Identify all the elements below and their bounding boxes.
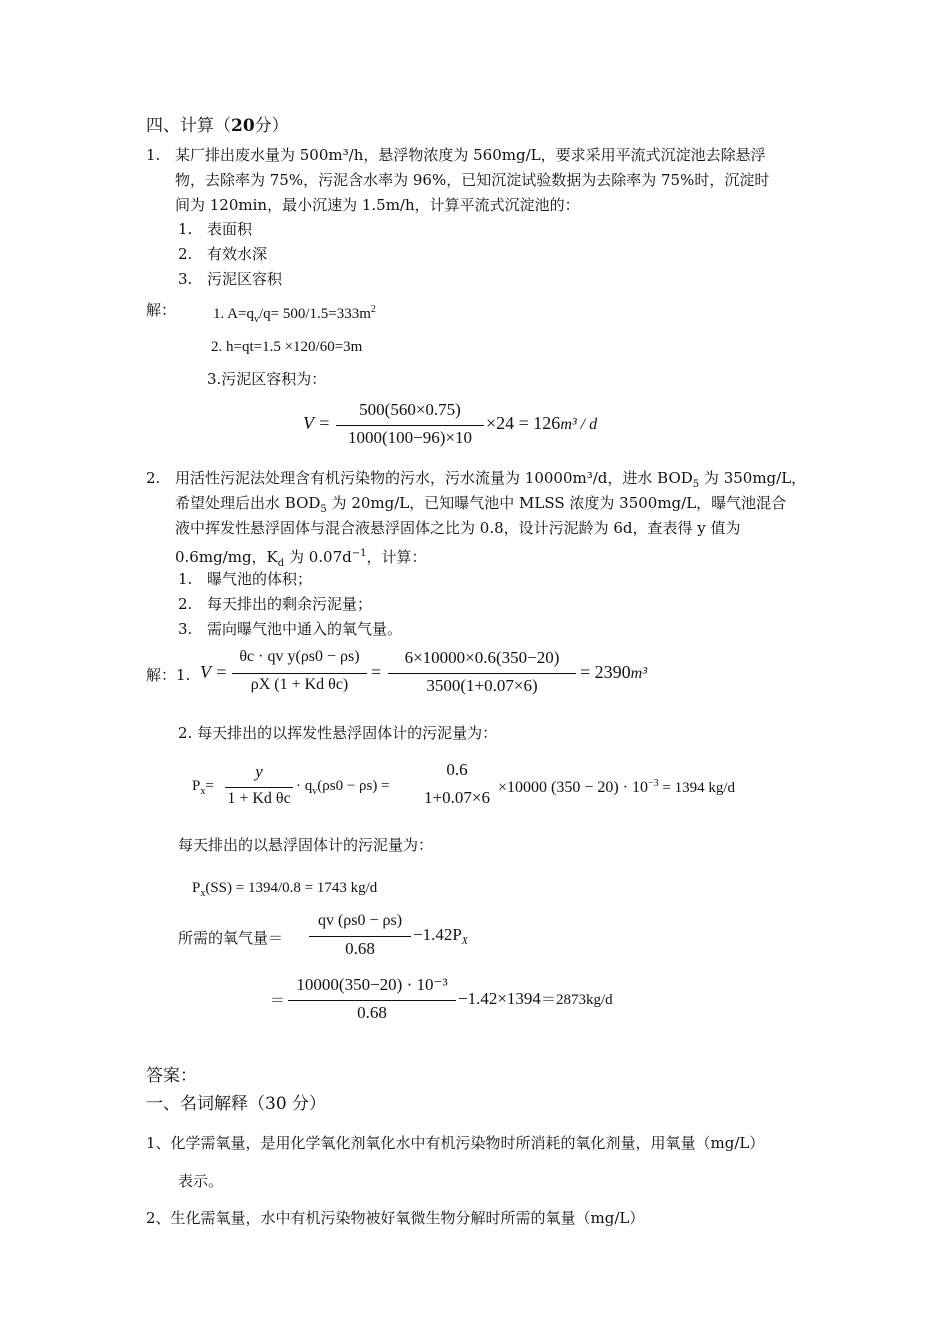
sol2-px-fraction2 (418, 760, 496, 812)
q2-line2-a: 希望处理后出水 BOD (175, 494, 321, 512)
fraction-bar (388, 673, 576, 674)
sol2-o2-numerator2: 10000(350−20) · 10⁻³ (296, 975, 448, 994)
sol2-step2: 2. 每天排出的以挥发性悬浮固体计的污泥量为： (178, 724, 498, 742)
sol2-px-denominator2: 1+0.07×6 (424, 788, 490, 807)
sol1-step1-sup: 2 (370, 304, 376, 315)
sol2-px-P: P (192, 778, 201, 794)
sol2-ss-text: 每天排出的以悬浮固体计的污泥量为： (178, 836, 434, 854)
q2-item3-text: 需向曝气池中通入的氧气量。 (207, 620, 403, 638)
sol1-step3: 3.污泥区容积为： (207, 370, 327, 388)
q2-item2-text: 每天排出的剩余污泥量； (207, 595, 373, 613)
sol2-px-numerator2: 0.6 (446, 760, 468, 779)
sol2-px-rhs-value: ×10000 (350 − 20) · 10 (498, 779, 649, 796)
sol2-o2-equals: ＝ (270, 991, 286, 1009)
q2-line4-a: 0.6mg/mg，K (175, 548, 278, 566)
sol1-eq-fraction (336, 400, 484, 450)
sol2-px-rhs (498, 774, 735, 798)
sol2-o2-result: ＝2873kg/d (540, 992, 613, 1008)
sol2-px-denominator: 1 + Kd θc (227, 790, 291, 807)
section-title-end: 分） (254, 116, 289, 136)
sol2-px-mid-b: (ρs0 − ρs) = (317, 778, 390, 794)
fraction-bar (225, 787, 293, 788)
q2-item2-num: 2. (178, 595, 193, 613)
sol2-v-numerator2: 6×10000×0.6(350−20) (404, 648, 560, 667)
sol2-o2-fraction2 (288, 975, 456, 1027)
sol1-eq-unit: m³ / d (560, 416, 598, 433)
sol2-v-equals: = (371, 662, 382, 682)
section-title (146, 116, 289, 136)
fraction-bar (309, 936, 411, 937)
sol2-px-mid-a: · q (296, 778, 313, 794)
sol2-v-fraction2 (388, 648, 576, 700)
sol1-step1 (213, 300, 376, 330)
q2-item3-num: 3. (178, 620, 193, 638)
q2-line4-sub: d (277, 558, 285, 569)
sol1-step1-a: 1. A=q (213, 306, 254, 322)
q2-line4-sup: −1 (351, 548, 367, 559)
sol2-px-mid-sub: v (312, 786, 318, 797)
sol1-step1-sub: v (253, 314, 259, 325)
q2-number: 2. (146, 469, 161, 487)
q2-line3: 液中挥发性悬浮固体与混合液悬浮固体之比为 0.8，设计污泥龄为 6d，查表得 y 值为 (175, 519, 741, 537)
sol2-px-fraction (225, 762, 293, 814)
q2-line2-sub: 5 (320, 504, 327, 515)
sol2-px-equals: = (205, 778, 214, 794)
section-title-score: 20 (231, 116, 255, 136)
q2-line1-a: 用活性污泥法处理含有机污染物的污水，污水流量为 10000m³/d，进水 BOD (175, 469, 693, 487)
sol2-ss-sub: x (200, 888, 206, 899)
sol1-eq-denominator: 1000(100−96)×10 (348, 428, 472, 447)
sol2-v-fraction (232, 648, 367, 700)
sol2-o2-denominator: 0.68 (345, 939, 375, 958)
sol2-o2-rhs2 (458, 989, 613, 1010)
sol2-px-result: = 1394 kg/d (658, 780, 736, 796)
q1-item1-text: 表面积 (207, 220, 253, 238)
answer1-line1: 1、化学需氧量，是用化学氧化剂氧化水中有机污染物时所消耗的氧化剂量，用氧量（mg/L） (146, 1134, 765, 1152)
sol2-px-lhs (192, 776, 214, 802)
answers-title: 答案： (146, 1066, 197, 1086)
sol2-o2-rhs-sub: X (461, 936, 468, 947)
q2-item1-num: 1. (178, 570, 193, 588)
sol2-o2-rhs2-value: −1.42×1394 (458, 989, 541, 1008)
sol2-px-sub: x (200, 786, 206, 797)
sol1-step1-b: /q= 500/1.5=333m (258, 306, 371, 322)
sol2-v-lhs: V = (200, 662, 228, 682)
sol1-label: 解： (146, 301, 177, 319)
sol1-eq-rhs-value: ×24 = 126 (486, 413, 561, 433)
q1-item1-num: 1. (178, 220, 193, 238)
q2-item1-text: 曝气池的体积； (207, 570, 313, 588)
sol1-eq-rhs (486, 413, 597, 435)
sol2-o2-rhs (413, 925, 468, 952)
answer1-line2: 表示。 (178, 1172, 224, 1190)
answer2-line1: 2、生化需氧量，水中有机污染物被好氧微生物分解时所需的氧量（mg/L） (146, 1209, 645, 1227)
section-title-text: 四、计算（ (146, 116, 231, 136)
sol2-ss-eq (192, 878, 377, 904)
sol2-o2-label: 所需的氧气量＝ (178, 929, 284, 947)
sol2-px-rhs-sup: −3 (648, 778, 659, 789)
sol2-v-rhs (580, 662, 647, 684)
q2-line1-sub: 5 (692, 479, 700, 490)
sol2-v-denominator: ρX (1 + Kd θc) (250, 676, 349, 693)
q2-line2 (175, 493, 786, 520)
fraction-bar (232, 673, 367, 674)
q1-number: 1. (146, 146, 161, 164)
sol2-v-numerator: θc · qv y(ρs0 − ρs) (239, 648, 360, 665)
q1-line2: 物，去除率为 75%，污泥含水率为 96%，已知沉淀试验数据为去除率为 75%时，沉淀时 (175, 171, 770, 189)
sol2-o2-denominator2: 0.68 (357, 1003, 387, 1022)
q2-line4-c: ，计算： (366, 548, 427, 566)
sol1-eq-numerator: 500(560×0.75) (359, 400, 461, 419)
q1-line1: 某厂排出废水量为 500m³/h，悬浮物浓度为 560mg/L，要求采用平流式沉淀池去除悬浮 (175, 146, 766, 164)
sol2-v-denominator2: 3500(1+0.07×6) (426, 676, 538, 695)
q2-line4-b: 为 0.07d (284, 548, 352, 566)
sol2-ss-rest: (SS) = 1394/0.8 = 1743 kg/d (205, 880, 378, 896)
q1-item2-text: 有效水深 (207, 245, 268, 263)
sol2-ss-P: P (192, 880, 201, 896)
q1-item2-num: 2. (178, 245, 193, 263)
sol2-o2-fraction (309, 912, 411, 962)
sol2-o2-rhs-value: −1.42P (413, 925, 462, 944)
fraction-bar (288, 1000, 456, 1001)
answers-section1: 一、名词解释（30 分） (146, 1094, 327, 1114)
q2-line1-b: 为 350mg/L， (699, 469, 807, 487)
q2-line2-b: 为 20mg/L，已知曝气池中 MLSS 浓度为 3500mg/L，曝气池混合 (326, 494, 787, 512)
q1-item3-text: 污泥区容积 (207, 270, 283, 288)
q1-item3-num: 3. (178, 270, 193, 288)
q2-line1 (175, 468, 806, 495)
sol1-step2: 2. h=qt=1.5 ×120/60=3m (211, 339, 363, 355)
sol2-v-rhs-value: = 2390 (580, 662, 631, 682)
sol2-v-unit: m³ (630, 665, 648, 682)
sol2-px-mid (296, 776, 390, 802)
fraction-bar (336, 425, 484, 426)
sol2-label: 解：1. (146, 666, 191, 684)
sol2-px-numerator: y (255, 762, 263, 781)
sol2-o2-numerator: qv (ρs0 − ρs) (317, 912, 403, 929)
sol1-eq-lhs: V = (303, 413, 331, 433)
q1-line3: 间为 120min，最小沉速为 1.5m/h，计算平流式沉淀池的： (175, 196, 580, 214)
